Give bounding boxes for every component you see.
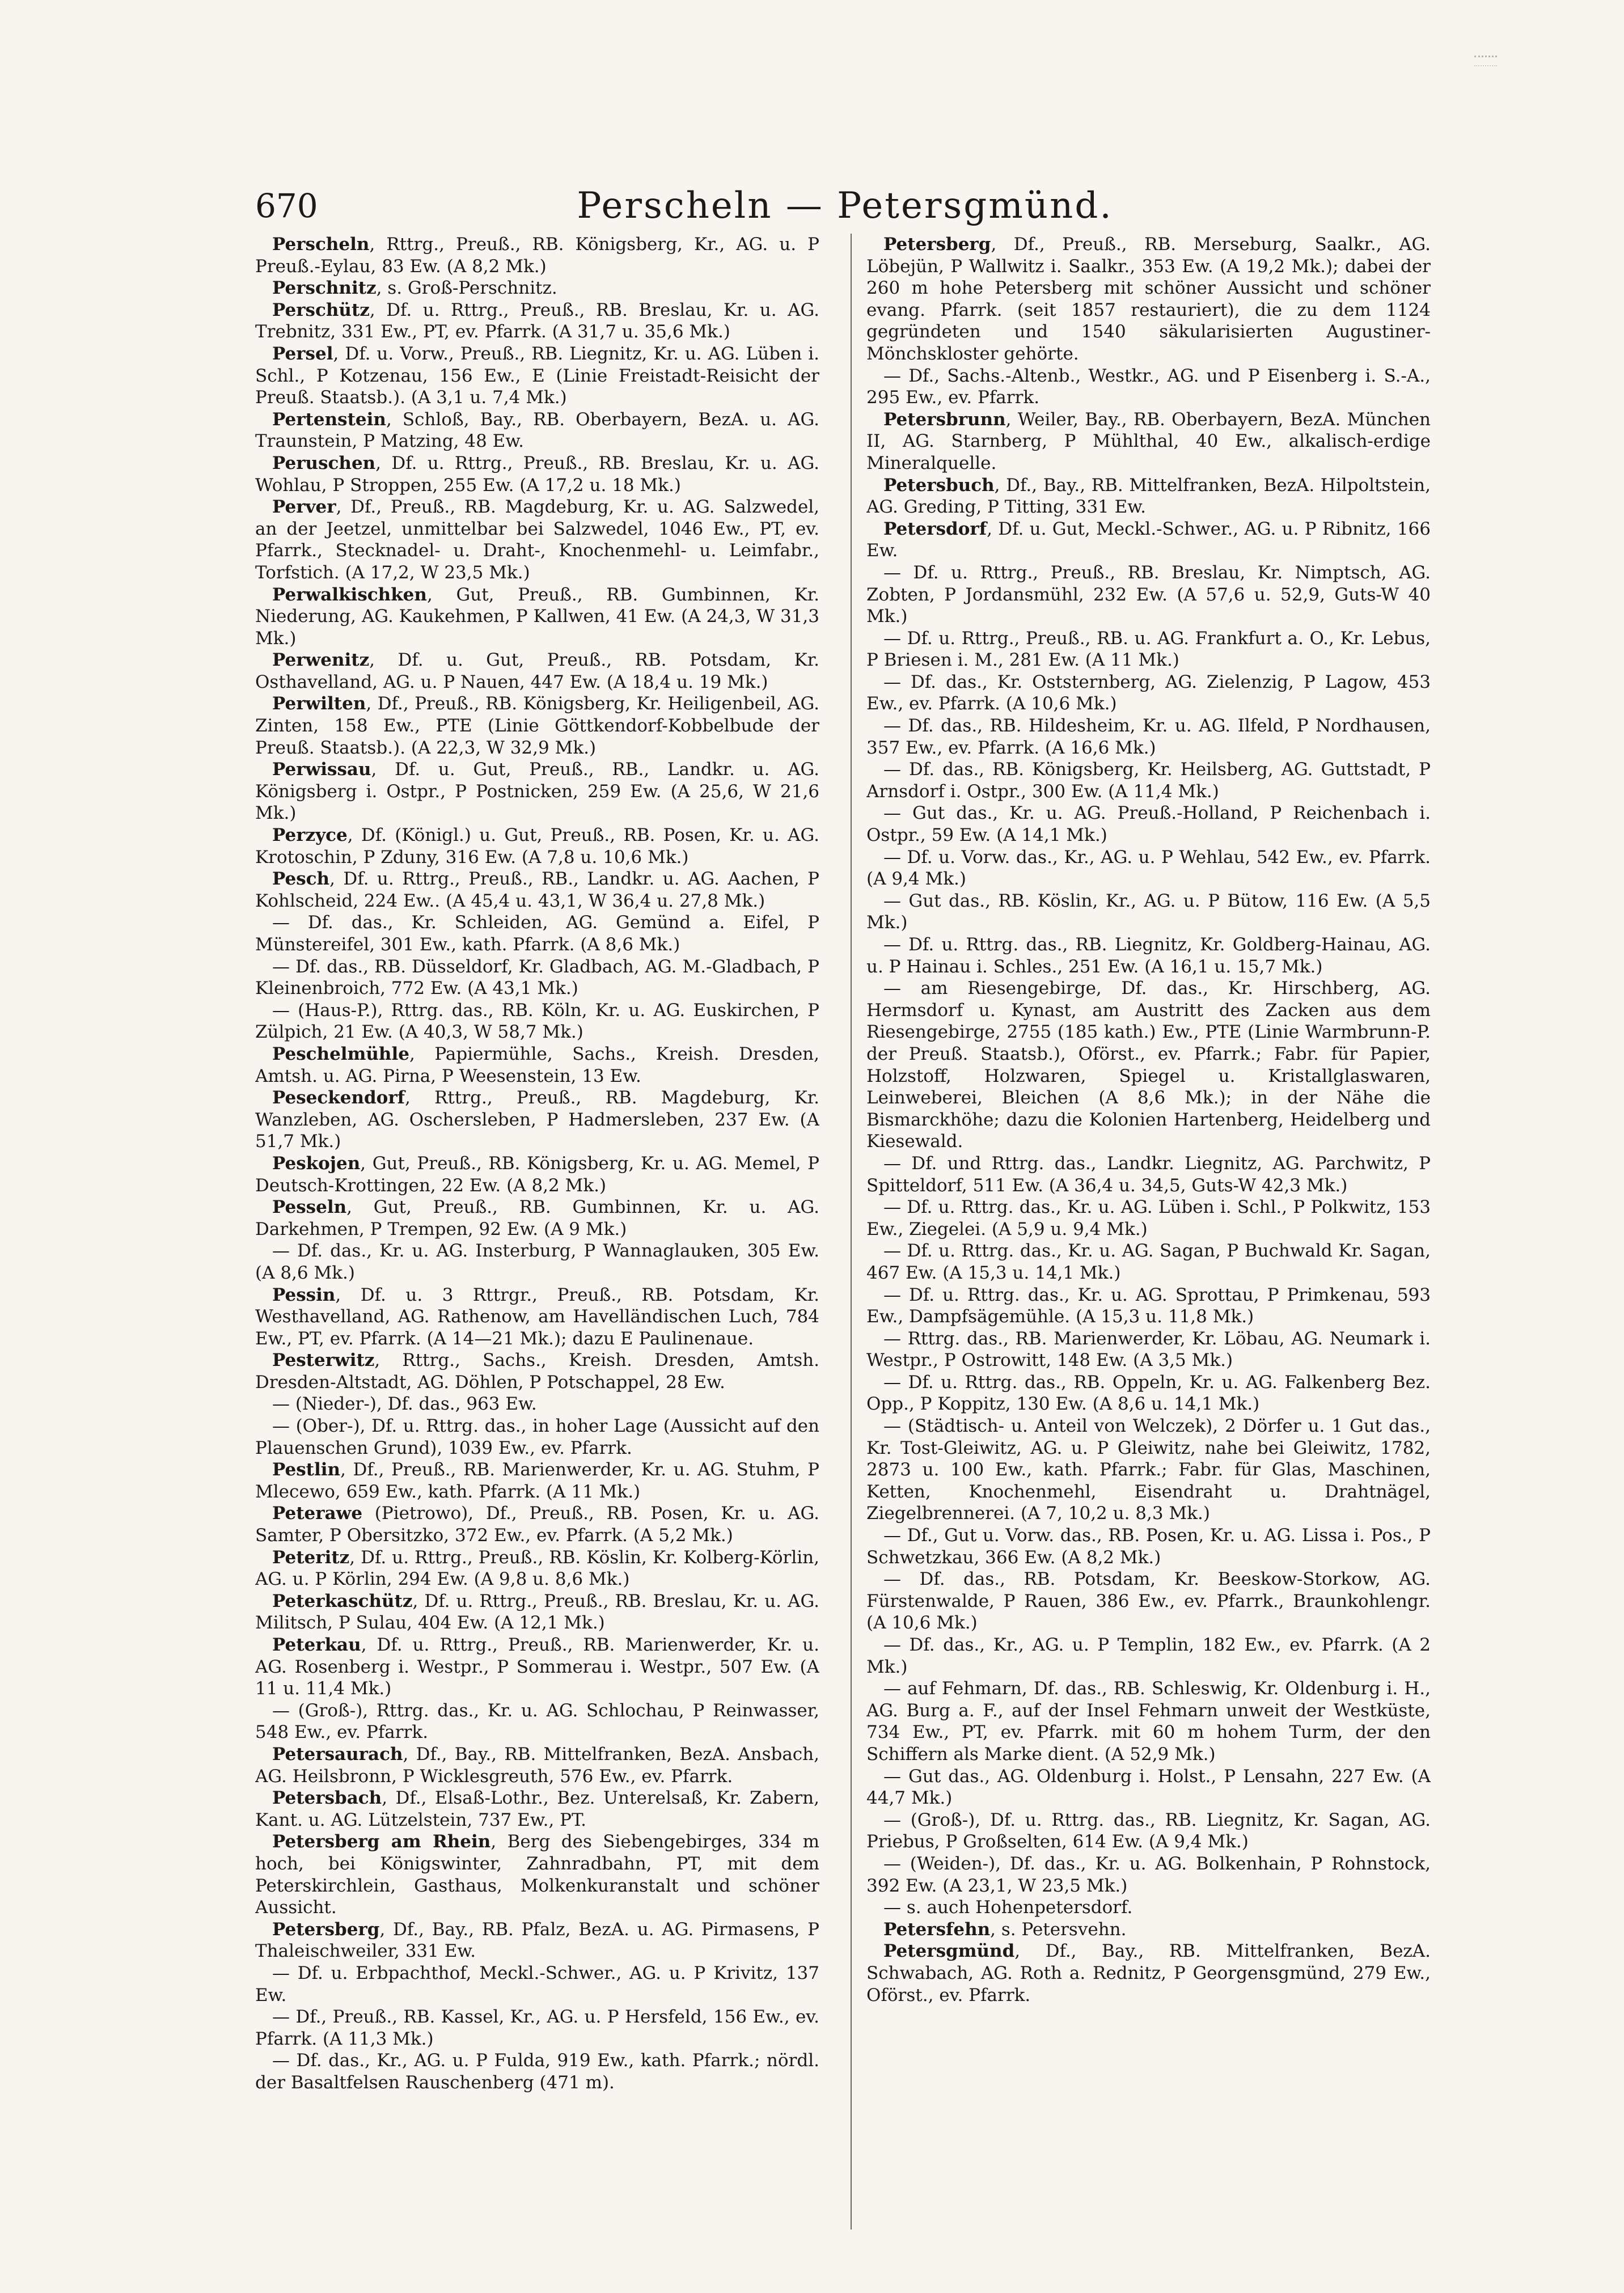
entry <box>866 1153 1431 1196</box>
entry-text: , Df., Preuß., RB. Magdeburg, Kr. u. AG. Salzwedel, an der Jeetzel, unmittelbar bei Salzwedel, 1046 Ew., PT, ev. Pfarrk., Stecknadel- u. Draht-, Knochenmehl- u. Leimfabr., Torfstich. (A 17,2, W 23,5 Mk.) <box>255 497 819 583</box>
entry <box>866 1940 1431 2006</box>
entry <box>866 890 1431 934</box>
entry <box>255 452 819 496</box>
entry <box>255 759 819 824</box>
entry <box>255 1634 819 1700</box>
entry-text: , Gut, Preuß., RB. Königsberg, Kr. u. AG. Memel, P Deutsch-Krottingen, 22 Ew. (A 8,2 Mk.) <box>255 1153 819 1196</box>
entry-text: , Df. u. Vorw., Preuß., RB. Liegnitz, Kr. u. AG. Lüben i. Schl., P Kotzenau, 156 Ew., E (Linie Freistadt-Reisicht der Preuß. Staatsb.). (A 3,1 u. 7,4 Mk.) <box>255 343 819 408</box>
entry <box>255 409 819 452</box>
entry <box>255 1393 819 1415</box>
entry-text: , Df. u. Rttrg., Preuß., RB. Breslau, Kr. u. AG. Wohlau, P Stroppen, 255 Ew. (A 17,2 u. 18 Mk.) <box>255 452 819 496</box>
entry <box>866 978 1431 1153</box>
entry <box>866 1678 1431 1765</box>
entry <box>866 234 1431 365</box>
entry-headword: Petersfehn <box>883 1919 991 1940</box>
entry-text: , Df. u. Gut, Meckl.-Schwer., AG. u. P Ribnitz, 166 Ew. <box>866 518 1431 561</box>
entry-headword: Persel <box>272 343 333 364</box>
entry-headword: Petersgmünd <box>883 1941 1015 1962</box>
entry-text: (Pietrowo), Df., Preuß., RB. Posen, Kr. u. AG. Samter, P Obersitzko, 372 Ew., ev. Pfarrk. (A 5,2 Mk.) <box>255 1503 819 1546</box>
entry-text: , Df., Preuß., RB. Königsberg, Kr. Heiligenbeil, AG. Zinten, 158 Ew., PTE (Linie Göttkendorf-Kobbelbude der Preuß. Staatsb.). (A 22,3, W 32,9 Mk.) <box>255 693 819 758</box>
entry-text: , Gut, Preuß., RB. Gumbinnen, Kr. Niederung, AG. Kaukehmen, P Kallwen, 41 Ew. (A 24,3, W 31,3 Mk.) <box>255 584 819 649</box>
entry-text: — Df. das., Kr. Schleiden, AG. Gemünd a. Eifel, P Münstereifel, 301 Ew., kath. Pfarrk. (A 8,6 Mk.) <box>255 912 819 955</box>
entry-headword: Peseckendorf <box>272 1088 405 1109</box>
entry <box>255 868 819 912</box>
entry-headword: Petersbach <box>272 1788 382 1809</box>
entry <box>255 343 819 409</box>
entry-text: — Df., Gut u. Vorw. das., RB. Posen, Kr. u. AG. Lissa i. Pos., P Schwetzkau, 366 Ew. (A 8,2 Mk.) <box>866 1525 1431 1568</box>
entry-text: — Df. u. Rttrg. das., Kr. u. AG. Sagan, P Buchwald Kr. Sagan, 467 Ew. (A 15,3 u. 14,1 Mk.) <box>866 1241 1431 1283</box>
entry <box>866 1809 1431 1853</box>
entry-text: — Df. und Rttrg. das., Landkr. Liegnitz, AG. Parchwitz, P Spitteldorf, 511 Ew. (A 36,4 u. 34,5, Guts-W 42,3 Mk.) <box>866 1153 1431 1196</box>
entry <box>255 1240 819 1284</box>
entry-text: — (Weiden-), Df. das., Kr. u. AG. Bolkenhain, P Rohnstock, 392 Ew. (A 23,1, W 23,5 Mk.) <box>866 1853 1431 1896</box>
entry-text: , Df. u. Gut, Preuß., RB., Landkr. u. AG. Königsberg i. Ostpr., P Postnicken, 259 Ew. (A 25,6, W 21,6 Mk.) <box>255 759 819 824</box>
entry <box>866 1919 1431 1941</box>
page-header <box>255 180 1435 231</box>
entry <box>866 1766 1431 1809</box>
entry <box>866 1240 1431 1284</box>
entry-text: — Df. u. Erbpachthof, Meckl.-Schwer., AG. u. P Krivitz, 137 Ew. <box>255 1962 819 2006</box>
entry-headword: Petersbrunn <box>883 409 1006 430</box>
entry-text: — auf Fehmarn, Df. das., RB. Schleswig, Kr. Oldenburg i. H., AG. Burg a. F., auf der Insel Fehmarn unweit der Westküste, 734 Ew., PT, ev. Pfarrk. mit 60 m hohem Turm, der den Schiffern als Marke dient. (A 52,9 Mk.) <box>866 1678 1431 1765</box>
entry-text: — Df., Preuß., RB. Kassel, Kr., AG. u. P Hersfeld, 156 Ew., ev. Pfarrk. (A 11,3 Mk.) <box>255 2007 819 2049</box>
entry-text: — Gut das., AG. Oldenburg i. Holst., P Lensahn, 227 Ew. (A 44,7 Mk.) <box>866 1766 1431 1809</box>
entry-text: — Df. u. Vorw. das., Kr., AG. u. P Wehlau, 542 Ew., ev. Pfarrk. (A 9,4 Mk.) <box>866 847 1431 890</box>
entry-headword: Perscheln <box>272 234 370 255</box>
entry <box>866 1284 1431 1328</box>
entry-text: — Df. u. Rttrg. das., Kr. u. AG. Sprottau, P Primkenau, 593 Ew., Dampfsägemühle. (A 15,3 u. 11,8 Mk.) <box>866 1284 1431 1327</box>
entry <box>255 1919 819 1962</box>
entry-text: , s. Groß-Perschnitz. <box>376 278 557 299</box>
entry-headword: Peterkau <box>272 1635 361 1655</box>
entry <box>255 1700 819 1744</box>
entry-headword: Peterawe <box>272 1503 363 1524</box>
entry-text: , s. Petersvehn. <box>990 1919 1127 1940</box>
entry-text: — Gut das., RB. Köslin, Kr., AG. u. P Bütow, 116 Ew. (A 5,5 Mk.) <box>866 890 1431 933</box>
entry-headword: Peskojen <box>272 1153 361 1174</box>
entry <box>866 1853 1431 1897</box>
entry-text: , Weiler, Bay., RB. Oberbayern, BezA. München II, AG. Starnberg, P Mühlthal, 40 Ew., alkalisch-erdige Mineralquelle. <box>866 409 1431 473</box>
entry <box>866 409 1431 475</box>
entry-headword: Petersberg <box>883 234 991 255</box>
entry-text: , Df. u. Rttrg., Preuß., RB. Breslau, Kr. u. AG. Militsch, P Sulau, 404 Ew. (A 12,1 Mk.) <box>255 1590 819 1634</box>
entry <box>255 584 819 650</box>
entry <box>255 1962 819 2006</box>
entry <box>866 1525 1431 1568</box>
entry <box>866 475 1431 518</box>
entry-text: — (Haus-P.), Rttrg. das., RB. Köln, Kr. u. AG. Euskirchen, P Zülpich, 21 Ew. (A 40,3, W 58,7 Mk.) <box>255 1000 819 1043</box>
entry <box>255 1787 819 1831</box>
entry-headword: Petersbuch <box>883 475 995 496</box>
entry-headword: Pesterwitz <box>272 1350 375 1371</box>
entry <box>255 1000 819 1043</box>
entry <box>255 1153 819 1196</box>
entry-text: — Df. u. Rttrg. das., Kr. u. AG. Lüben i. Schl., P Polkwitz, 153 Ew., Ziegelei. (A 5,9 u. 9,4 Mk.) <box>866 1197 1431 1239</box>
entry-text: , Df., Elsaß-Lothr., Bez. Unterelsaß, Kr. Zabern, Kant. u. AG. Lützelstein, 737 Ew., PT. <box>255 1788 819 1830</box>
entry <box>255 956 819 1000</box>
entry <box>255 299 819 343</box>
entry <box>866 1634 1431 1678</box>
entry-text: — Df., Sachs.-Altenb., Westkr., AG. und P Eisenberg i. S.-A., 295 Ew., ev. Pfarrk. <box>866 365 1431 408</box>
entry <box>255 1284 819 1350</box>
entry-headword: Perschütz <box>272 299 370 320</box>
entry <box>255 1744 819 1787</box>
entry-headword: Petersberg <box>272 1919 380 1940</box>
entry-headword: Petersberg am Rhein <box>272 1831 491 1852</box>
entry <box>255 1459 819 1503</box>
entry-headword: Peterkaschütz <box>272 1590 413 1611</box>
entry-text: , Df. u. Rttrg., Preuß., RB. Breslau, Kr. u. AG. Trebnitz, 331 Ew., PT, ev. Pfarrk. (A 31,7 u. 35,6 Mk.) <box>255 299 819 342</box>
entry <box>866 1897 1431 1919</box>
entry-headword: Perwenitz <box>272 650 370 671</box>
entry-text: — Df. das., Kr., AG. u. P Fulda, 919 Ew., kath. Pfarrk.; nördl. der Basaltfelsen Rauschenberg (471 m). <box>255 2050 819 2093</box>
entry <box>866 847 1431 890</box>
entry-headword: Peteritz <box>272 1547 350 1568</box>
entry-headword: Perver <box>272 497 336 518</box>
entry <box>866 934 1431 978</box>
entry <box>255 1590 819 1634</box>
entry-text: , Df., Preuß., RB. Merseburg, Saalkr., AG. Löbejün, P Wallwitz i. Saalkr., 353 Ew. (A 19,2 Mk.); dabei der 260 m hohe Petersberg mit schöner Aussicht und schöner evang. Pfarrk. (seit 1857 restauriert), die zu dem 1124 gegründeten und 1540 säkularisierten Augustiner-Mönchskloster gehörte. <box>866 234 1431 364</box>
entry-text: , Papiermühle, Sachs., Kreish. Dresden, Amtsh. u. AG. Pirna, P Weesenstein, 13 Ew. <box>255 1043 819 1086</box>
entry-text: , Df. (Königl.) u. Gut, Preuß., RB. Posen, Kr. u. AG. Krotoschin, P Zduny, 316 Ew. (A 7,8 u. 10,6 Mk.) <box>255 825 819 868</box>
entry <box>866 1328 1431 1372</box>
entry <box>866 1196 1431 1240</box>
entry <box>255 1349 819 1393</box>
entry <box>255 2050 819 2093</box>
entry <box>866 1568 1431 1634</box>
entry <box>255 2006 819 2050</box>
entry-headword: Pesch <box>272 869 330 890</box>
entry <box>866 562 1431 628</box>
entry-headword: Pessin <box>272 1284 336 1305</box>
entry <box>866 715 1431 759</box>
entry-text: — (Groß-), Df. u. Rttrg. das., RB. Liegnitz, Kr. Sagan, AG. Priebus, P Großselten, 614 Ew. (A 9,4 Mk.) <box>866 1809 1431 1852</box>
entry-text: , Gut, Preuß., RB. Gumbinnen, Kr. u. AG. Darkehmen, P Trempen, 92 Ew. (A 9 Mk.) <box>255 1197 819 1239</box>
entry-text: — Df. u. Rttrg., Preuß., RB. u. AG. Frankfurt a. O., Kr. Lebus, P Briesen i. M., 281 Ew. (A 11 Mk.) <box>866 628 1431 671</box>
entry <box>866 759 1431 802</box>
entry-text: — Df. u. Rttrg., Preuß., RB. Breslau, Kr. Nimptsch, AG. Zobten, P Jordansmühl, 232 Ew. (A 57,6 u. 52,9, Guts-W 40 Mk.) <box>866 562 1431 627</box>
entry-text: — (Ober-), Df. u. Rttrg. das., in hoher Lage (Aussicht auf den Plauenschen Grund), 1039 Ew., ev. Pfarrk. <box>255 1416 819 1458</box>
entry-text: , Df. u. 3 Rttrgr., Preuß., RB. Potsdam, Kr. Westhavelland, AG. Rathenow, am Havelländischen Luch, 784 Ew., PT, ev. Pfarrk. (A 14—21 Mk.); dazu E Paulinenaue. <box>255 1284 819 1349</box>
entry-text: — am Riesengebirge, Df. das., Kr. Hirschberg, AG. Hermsdorf u. Kynast, am Austritt des Zacken aus dem Riesengebirge, 2755 (185 kath.) Ew., PTE (Linie Warmbrunn-P. der Preuß. Staatsb.), Oförst., ev. Pfarrk.; Fabr. für Papier, Holzstoff, Holzwaren, Spiegel u. Kristallglaswaren, Leinweberei, Bleichen (A 8,6 Mk.); in der Nähe die Bismarckhöhe; dazu die Kolonien Hartenberg, Heidelberg und Kiesewald. <box>866 978 1431 1152</box>
entry-text: , Df. u. Rttrg., Preuß., RB. Köslin, Kr. Kolberg-Körlin, AG. u. P Körlin, 294 Ew. (A 9,8 u. 8,6 Mk.) <box>255 1547 819 1590</box>
entry-text: , Df., Bay., RB. Mittelfranken, BezA. Ansbach, AG. Heilsbronn, P Wicklesgreuth, 576 Ew., ev. Pfarrk. <box>255 1744 819 1787</box>
entry-text: , Df., Bay., RB. Pfalz, BezA. u. AG. Pirmasens, P Thaleischweiler, 331 Ew. <box>255 1919 819 1962</box>
entry-text: — Df. u. Rttrg. das., RB. Liegnitz, Kr. Goldberg-Hainau, AG. u. P Hainau i. Schles., 251 Ew. (A 16,1 u. 15,7 Mk.) <box>866 934 1431 977</box>
entry <box>255 693 819 759</box>
entry-text: — Df. das., Kr. u. AG. Insterburg, P Wannaglauken, 305 Ew. (A 8,6 Mk.) <box>255 1241 819 1283</box>
entry-text: , Df. u. Gut, Preuß., RB. Potsdam, Kr. Osthavelland, AG. u. P Nauen, 447 Ew. (A 18,4 u. 19 Mk.) <box>255 650 819 692</box>
entry-text: — Df. das., RB. Königsberg, Kr. Heilsberg, AG. Guttstadt, P Arnsdorf i. Ostpr., 300 Ew. (A 11,4 Mk.) <box>866 759 1431 802</box>
entry-headword: Perschnitz <box>272 278 377 299</box>
entry <box>255 649 819 693</box>
entry <box>866 628 1431 671</box>
right-column <box>866 234 1431 2247</box>
entry-text: — Df. das., Kr., AG. u. P Templin, 182 Ew., ev. Pfarrk. (A 2 Mk.) <box>866 1635 1431 1677</box>
entry-headword: Petersdorf <box>883 518 987 539</box>
entry-text: , Schloß, Bay., RB. Oberbayern, BezA. u. AG. Traunstein, P Matzing, 48 Ew. <box>255 409 819 452</box>
entry <box>866 1372 1431 1415</box>
entry <box>255 1503 819 1546</box>
entry-text: — Df. das., Kr. Oststernberg, AG. Zielenzig, P Lagow, 453 Ew., ev. Pfarrk. (A 10,6 Mk.) <box>866 671 1431 714</box>
entry-text: , Rttrg., Preuß., RB. Königsberg, Kr., AG. u. P Preuß.-Eylau, 83 Ew. (A 8,2 Mk.) <box>255 234 819 277</box>
column-divider <box>851 234 852 2229</box>
entry <box>866 518 1431 562</box>
entry-text: — Df. das., RB. Potsdam, Kr. Beeskow-Storkow, AG. Fürstenwalde, P Rauen, 386 Ew., ev. Pfarrk., Braunkohlengr. (A 10,6 Mk.) <box>866 1569 1431 1634</box>
entry-headword: Pestlin <box>272 1459 341 1480</box>
entry <box>255 1196 819 1240</box>
entry-text: , Berg des Siebengebirges, 334 m hoch, bei Königswinter, Zahnradbahn, PT, mit dem Peterskirchlein, Gasthaus, Molkenkuranstalt und schöner Aussicht. <box>255 1831 819 1918</box>
entry-headword: Perwissau <box>272 759 371 780</box>
entry <box>255 912 819 955</box>
entry <box>255 824 819 868</box>
entry-text: — (Groß-), Rttrg. das., Kr. u. AG. Schlochau, P Reinwasser, 548 Ew., ev. Pfarrk. <box>255 1700 819 1743</box>
left-column <box>255 234 819 2247</box>
entry-headword: Petersaurach <box>272 1744 403 1765</box>
entry-text: , Df. u. Rttrg., Preuß., RB. Marienwerder, Kr. u. AG. Rosenberg i. Westpr., P Sommerau i. Westpr., 507 Ew. (A 11 u. 11,4 Mk.) <box>255 1635 819 1699</box>
entry <box>255 1043 819 1087</box>
entry-text: , Df. u. Rttrg., Preuß., RB., Landkr. u. AG. Aachen, P Kohlscheid, 224 Ew.. (A 45,4 u. 43,1, W 36,4 u. 27,8 Mk.) <box>255 869 819 911</box>
page-number: 670 <box>255 187 318 225</box>
entry <box>255 277 819 299</box>
corner-stain <box>1474 56 1497 66</box>
entry-text: — Rttrg. das., RB. Marienwerder, Kr. Löbau, AG. Neumark i. Westpr., P Ostrowitt, 148 Ew. (A 3,5 Mk.) <box>866 1328 1431 1371</box>
entry-text: — (Städtisch- u. Anteil von Welczek), 2 Dörfer u. 1 Gut das., Kr. Tost-Gleiwitz, AG. u. P Gleiwitz, nahe bei Gleiwitz, 1782, 2873 u. 100 Ew., kath. Pfarrk.; Fabr. für Glas, Maschinen, Ketten, Knochenmehl, Eisendraht u. Drahtnägel, Ziegelbrennerei. (A 7, 10,2 u. 8,3 Mk.) <box>866 1416 1431 1524</box>
entry <box>866 802 1431 846</box>
entry-text: — Gut das., Kr. u. AG. Preuß.-Holland, P Reichenbach i. Ostpr., 59 Ew. (A 14,1 Mk.) <box>866 803 1431 846</box>
entry <box>255 1831 819 1918</box>
entry <box>255 1415 819 1459</box>
entry <box>866 1415 1431 1525</box>
entry-text: , Rttrg., Sachs., Kreish. Dresden, Amtsh. Dresden-Altstadt, AG. Döhlen, P Potschappel, 28 Ew. <box>255 1350 819 1393</box>
entry <box>255 496 819 583</box>
running-title: Perscheln — Petersgmünd. <box>577 185 1113 227</box>
entry-text: , Rttrg., Preuß., RB. Magdeburg, Kr. Wanzleben, AG. Oschersleben, P Hadmersleben, 237 Ew. (A 51,7 Mk.) <box>255 1088 819 1152</box>
entry-headword: Perwilten <box>272 693 366 714</box>
entry-text: — Df. u. Rttrg. das., RB. Oppeln, Kr. u. AG. Falkenberg Bez. Opp., P Koppitz, 130 Ew. (A 8,6 u. 14,1 Mk.) <box>866 1372 1431 1415</box>
entry <box>866 365 1431 409</box>
entry-text: , Df., Bay., RB. Mittelfranken, BezA. Schwabach, AG. Roth a. Rednitz, P Georgensgmünd, 279 Ew., Oförst., ev. Pfarrk. <box>866 1941 1431 2006</box>
entry-headword: Perwalkischken <box>272 584 427 605</box>
entry-headword: Peruschen <box>272 452 376 473</box>
entry-text: — (Nieder-), Df. das., 963 Ew. <box>272 1394 537 1415</box>
entry-text: — s. auch Hohenpetersdorf. <box>883 1897 1133 1918</box>
entry-text: , Df., Bay., RB. Mittelfranken, BezA. Hilpoltstein, AG. Greding, P Titting, 331 Ew. <box>866 475 1431 518</box>
entry-text: , Df., Preuß., RB. Marienwerder, Kr. u. AG. Stuhm, P Mlecewo, 659 Ew., kath. Pfarrk. (A 11 Mk.) <box>255 1459 819 1502</box>
entry-text: — Df. das., RB. Hildesheim, Kr. u. AG. Ilfeld, P Nordhausen, 357 Ew., ev. Pfarrk. (A 16,6 Mk.) <box>866 716 1431 758</box>
entry-headword: Pesseln <box>272 1197 347 1218</box>
entry <box>866 671 1431 715</box>
entry-headword: Perzyce <box>272 825 348 846</box>
entry-headword: Peschelmühle <box>272 1043 409 1064</box>
entry-headword: Pertenstein <box>272 409 386 430</box>
entry <box>255 234 819 277</box>
entry-text: — Df. das., RB. Düsseldorf, Kr. Gladbach, AG. M.-Gladbach, P Kleinenbroich, 772 Ew. (A 43,1 Mk.) <box>255 956 819 999</box>
entry <box>255 1547 819 1590</box>
entry <box>255 1087 819 1153</box>
